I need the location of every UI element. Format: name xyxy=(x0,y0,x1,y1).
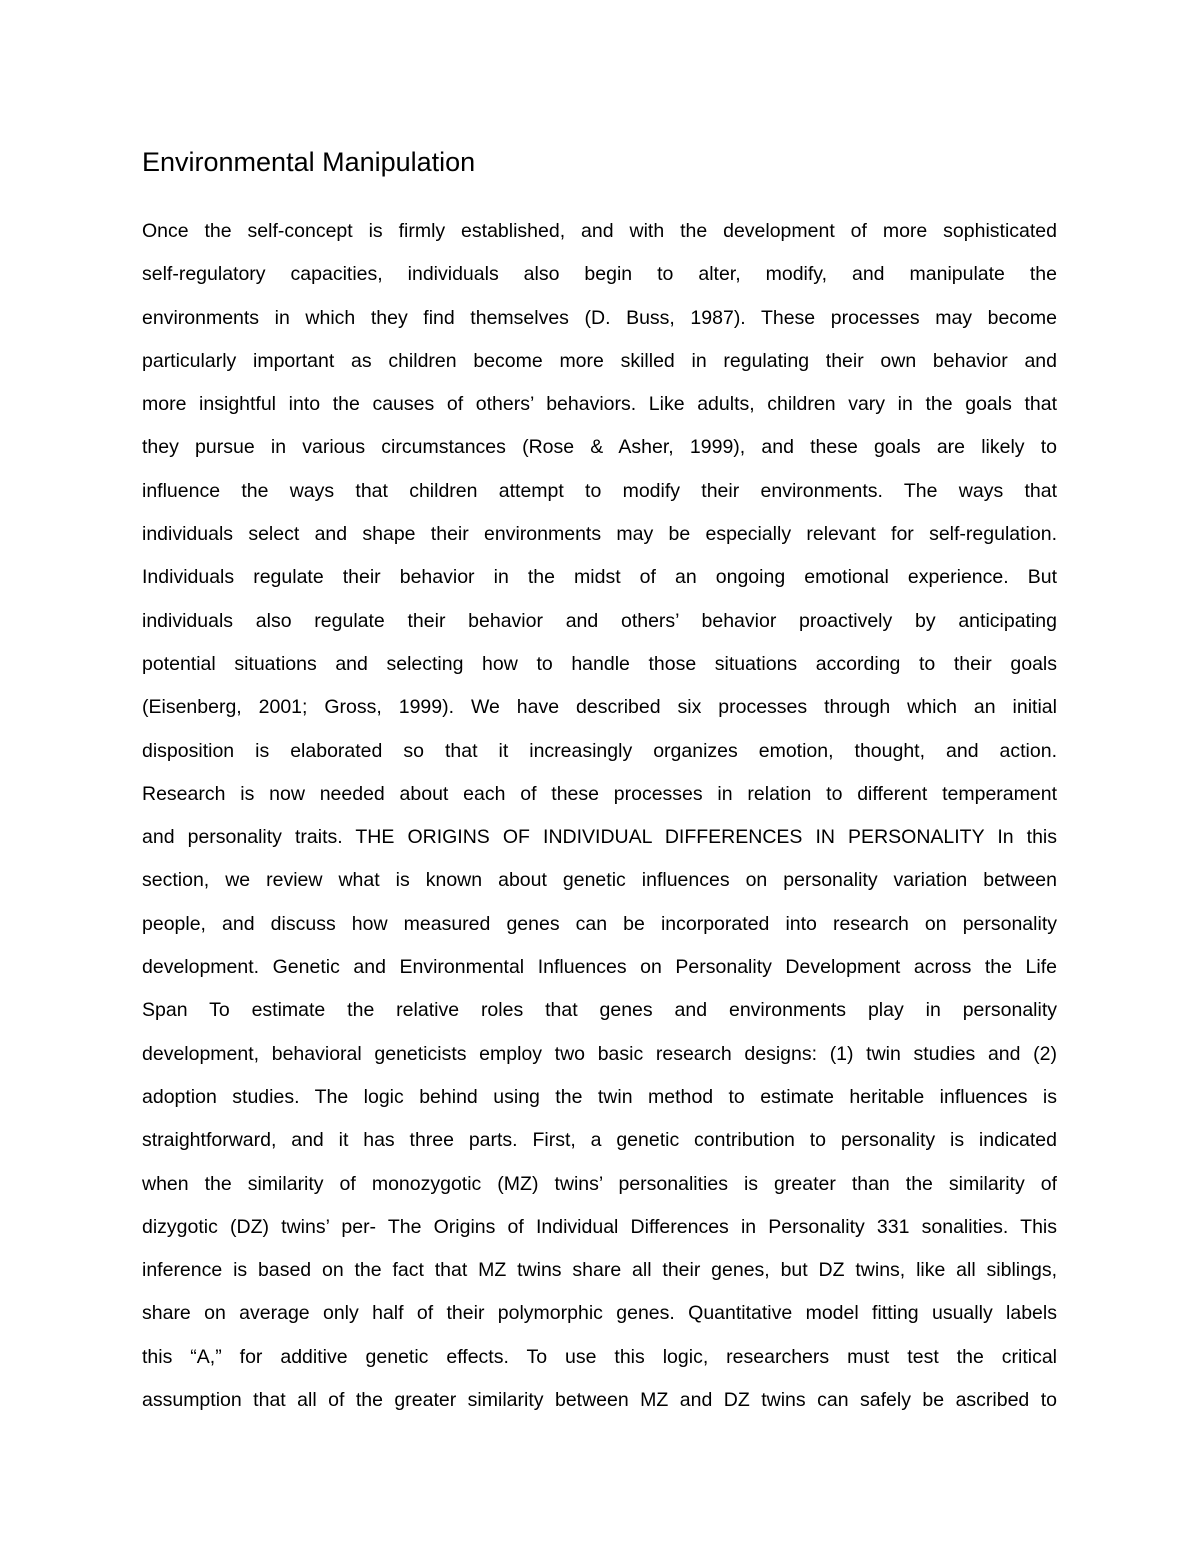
text-line: influence the ways that children attempt to modify their environments. The ways that xyxy=(142,479,1057,502)
text-line: potential situations and selecting how to handle those situations according to their goals xyxy=(142,652,1057,675)
text-line: people, and discuss how measured genes can be incorporated into research on personality xyxy=(142,912,1057,935)
text-line: straightforward, and it has three parts. First, a genetic contribution to personality is indicated xyxy=(142,1129,1057,1152)
text-line: dizygotic (DZ) twins’ per- The Origins of Individual Differences in Personality 331 sonalities. This xyxy=(142,1215,1057,1238)
text-line: and personality traits. THE ORIGINS OF INDIVIDUAL DIFFERENCES IN PERSONALITY In this xyxy=(142,826,1057,849)
text-line: inference is based on the fact that MZ twins share all their genes, but DZ twins, like all siblings, xyxy=(142,1259,1057,1282)
text-line: (Eisenberg, 2001; Gross, 1999). We have described six processes through which an initial xyxy=(142,696,1057,719)
text-line: Once the self-concept is firmly established, and with the development of more sophisticated xyxy=(142,220,1057,242)
text-line: when the similarity of monozygotic (MZ) twins’ personalities is greater than the similarity of xyxy=(142,1172,1057,1195)
text-line: adoption studies. The logic behind using the twin method to estimate heritable influences is xyxy=(142,1085,1057,1108)
text-line: section, we review what is known about genetic influences on personality variation between xyxy=(142,869,1057,892)
text-line: more insightful into the causes of others’ behaviors. Like adults, children vary in the goals that xyxy=(142,393,1057,416)
text-line: Individuals regulate their behavior in the midst of an ongoing emotional experience. But xyxy=(142,566,1057,589)
text-line: disposition is elaborated so that it increasingly organizes emotion, thought, and action. xyxy=(142,739,1057,762)
text-line: self-regulatory capacities, individuals also begin to alter, modify, and manipulate the xyxy=(142,263,1057,286)
document-heading: Environmental Manipulation xyxy=(142,147,476,177)
text-line: individuals also regulate their behavior and others’ behavior proactively by anticipating xyxy=(142,609,1057,632)
text-line: development. Genetic and Environmental Influences on Personality Development across the Life xyxy=(142,956,1057,979)
text-line: particularly important as children become more skilled in regulating their own behavior and xyxy=(142,349,1057,372)
text-line: they pursue in various circumstances (Rose & Asher, 1999), and these goals are likely to xyxy=(142,436,1057,459)
text-line: Research is now needed about each of these processes in relation to different temperament xyxy=(142,782,1057,805)
text-line: development, behavioral geneticists employ two basic research designs: (1) twin studies and (2) xyxy=(142,1042,1057,1065)
text-line: share on average only half of their polymorphic genes. Quantitative model fitting usually labels xyxy=(142,1302,1057,1325)
text-line: environments in which they find themselves (D. Buss, 1987). These processes may become xyxy=(142,306,1057,329)
text-line: individuals select and shape their environments may be especially relevant for self-regulation. xyxy=(142,523,1057,546)
text-line: assumption that all of the greater similarity between MZ and DZ twins can safely be ascribed to xyxy=(142,1389,1057,1412)
body-paragraph xyxy=(142,210,1057,1422)
text-line: Span To estimate the relative roles that genes and environments play in personality xyxy=(142,999,1057,1022)
text-line: this “A,” for additive genetic effects. To use this logic, researchers must test the critical xyxy=(142,1345,1057,1368)
